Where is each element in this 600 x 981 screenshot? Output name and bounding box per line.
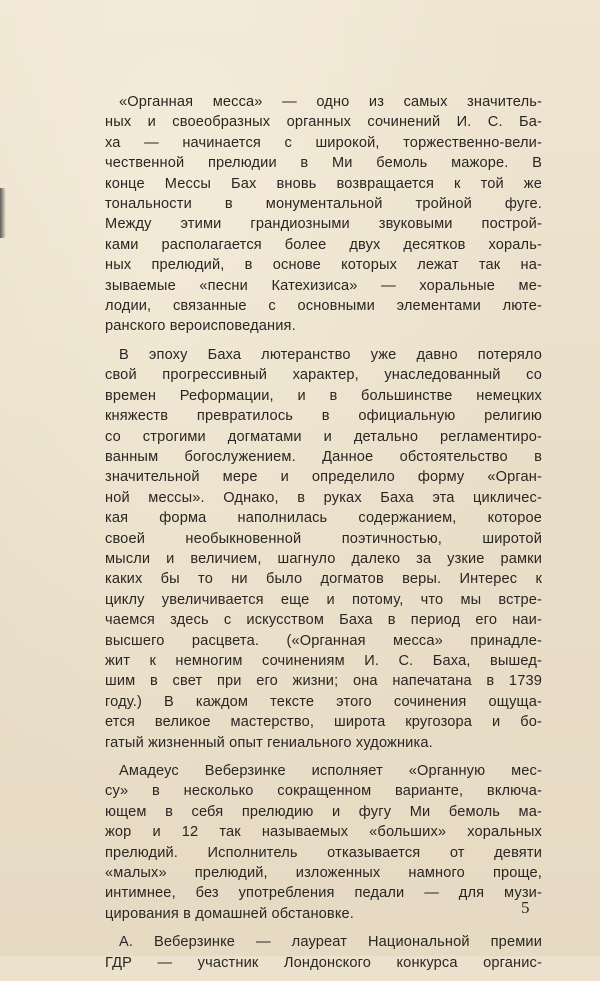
text-line: ГДР — участник Лондонского конкурса органис- [105,954,542,971]
text-line: лодии, связанные с основными элементами люте- [105,298,542,315]
text-line: циклу увеличивается еще и потому, что мы встре- [105,591,542,608]
text-line: княжеств превратилось в официальную религию [105,408,542,425]
text-line: ванным богослужением. Данное обстоятельство в [105,448,542,465]
text-line: ранского вероисповедания. [105,318,296,335]
text-line: со строгими догматами и детально регламентиро- [105,428,542,445]
text-line: тональности в монументальной тройной фуге. [105,196,542,213]
text-line: времен Реформации, и в большинстве немецких [105,387,542,404]
text-line: ющем в себя прелюдию и фугу Ми бемоль ма- [105,803,542,820]
text-line: конце Мессы Бах вновь возвращается к той же [105,175,542,192]
text-line: В эпоху Баха лютеранство уже давно потеряло [119,346,542,363]
text-line: жит к немногим сочинениям И. С. Баха, вышед- [105,652,542,669]
text-line: шим в свет при его жизни; она напечатана в 1739 [105,673,542,690]
paragraph-laureate [105,932,542,973]
text-line: прелюдий. Исполнитель отказывается от девяти [105,844,542,861]
text-line: своей необыкновенной поэтичностью, широтой [105,530,542,547]
text-line: интимнее, без употребления педали — для музи- [105,885,542,902]
text-line: ками располагается более двух десятков хораль- [105,236,542,253]
text-line: Амадеус Веберзинке исполняет «Органную мес- [119,763,542,779]
text-line: ной мессы». Однако, в руках Баха эта цикличес- [105,489,542,506]
paragraph-performer [105,761,542,924]
paragraph-lutheranism [105,345,542,753]
text-line: ных прелюдий, в основе которых лежат так на- [105,257,542,274]
text-line: свой прогрессивный характер, унаследованный со [105,367,542,384]
text-line: ется великое мастерство, широта кругозора и бо- [105,714,542,731]
text-line: чественной прелюдии в Ми бемоль мажоре. В [105,155,542,172]
text-line: мысли и величием, шагнуло далеко за узкие рамки [105,550,542,567]
text-line: году.) В каждом тексте этого сочинения ощуща- [105,693,542,710]
text-line: каких бы то ни было догматов веры. Интерес к [105,571,542,588]
text-line: «малых» прелюдий, изложенных намного проще, [105,865,542,882]
paragraph-organ-mass-intro [105,92,542,337]
text-line: кая форма наполнилась содержанием, которое [105,510,542,527]
text-line: цирования в домашней обстановке. [105,905,354,922]
text-line: чаемся здесь с искусством Баха в период его наи- [105,612,542,629]
text-line: зываемые «песни Катехизиса» — хоральные ме- [105,277,542,294]
text-line: гатый жизненный опыт гениального художника. [105,734,433,751]
page-number: 5 [521,898,530,917]
text-block [105,92,542,981]
text-line: ха — начинается с широкой, торжественно-вели- [105,134,542,151]
binding-shadow [0,188,6,238]
text-line: значительной мере и определило форму «Орган- [105,469,542,486]
text-line: Между этими грандиозными звуковыми построй- [105,216,542,233]
text-line: жор и 12 так называемых «больших» хоральных [105,824,542,841]
text-line: А. Веберзинке — лауреат Национальной премии [119,934,542,951]
text-line: ных и своеобразных органных сочинений И. С. Ба- [105,114,542,131]
text-line: «Органная месса» — одно из самых значитель- [119,94,542,110]
text-line: су» в несколько сокращенном варианте, включа- [105,783,542,800]
text-line: высшего расцвета. («Органная месса» принадле- [105,632,542,649]
